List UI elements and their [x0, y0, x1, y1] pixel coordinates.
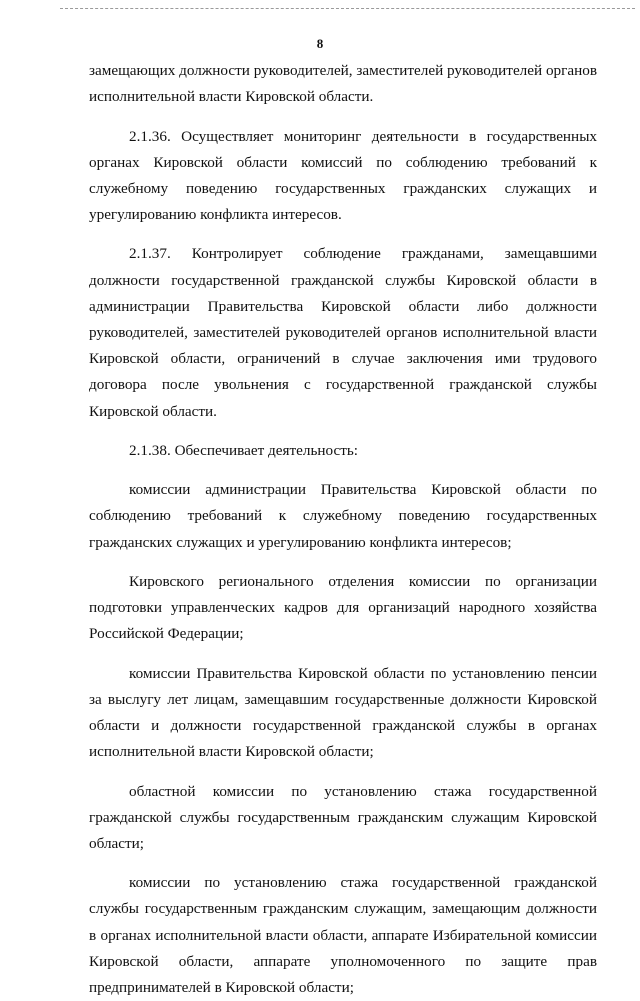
paragraph-2-1-38: 2.1.38. Обеспечивает деятельность:: [129, 441, 359, 459]
document-body: [89, 58, 597, 1001]
list-item-pension-commission: комиссии Правительства Кировской области по установлению пенсии за выслугу лет лицам, замещавшим государственные должности Кировской области и должности государственной гражданской службы в органах исполнительной власти Кировской области;: [89, 664, 597, 761]
list-item-service-length-commission: комиссии по установлению стажа государственной гражданской службы государственным гражданским служащим, замещающим должности в органах исполнительной власти области, аппарате Избирательной комиссии Кировской области, аппарате уполномоченного по защите прав предпринимателей в Кировской области;: [89, 874, 597, 997]
list-item-commission-conduct: комиссии администрации Правительства Кировской области по соблюдению требований к служебному поведению государственных гражданских служащих и урегулированию конфликта интересов;: [89, 481, 597, 551]
list-item-regional-branch: Кировского регионального отделения комиссии по организации подготовки управленческих кадров для организаций народного хозяйства Российской Федерации;: [89, 572, 597, 643]
list-item-regional-service-length: областной комиссии по установлению стажа государственной гражданской службы государственным гражданским служащим Кировской области;: [89, 782, 597, 852]
paragraph-2-1-37: 2.1.37. Контролирует соблюдение гражданами, замещавшими должности государственной гражданской службы Кировской области в администрации Правительства Кировской области либо должности руководителей, заместителей руководителей органов исполнительной власти Кировской области, ограничений в случае заключения ими трудового договора после увольнения с государственной гражданской службы Кировской области.: [89, 245, 597, 420]
page-number: 8: [316, 36, 324, 51]
top-scan-edge: [60, 8, 635, 9]
paragraph-continuation: замещающих должности руководителей, заместителей руководителей органов исполнительной власти Кировской области.: [89, 62, 597, 106]
paragraph-2-1-36: 2.1.36. Осуществляет мониторинг деятельности в государственных органах Кировской области комиссий по соблюдению требований к служебному поведению государственных гражданских служащих и урегулированию конфликта интересов.: [89, 127, 597, 224]
